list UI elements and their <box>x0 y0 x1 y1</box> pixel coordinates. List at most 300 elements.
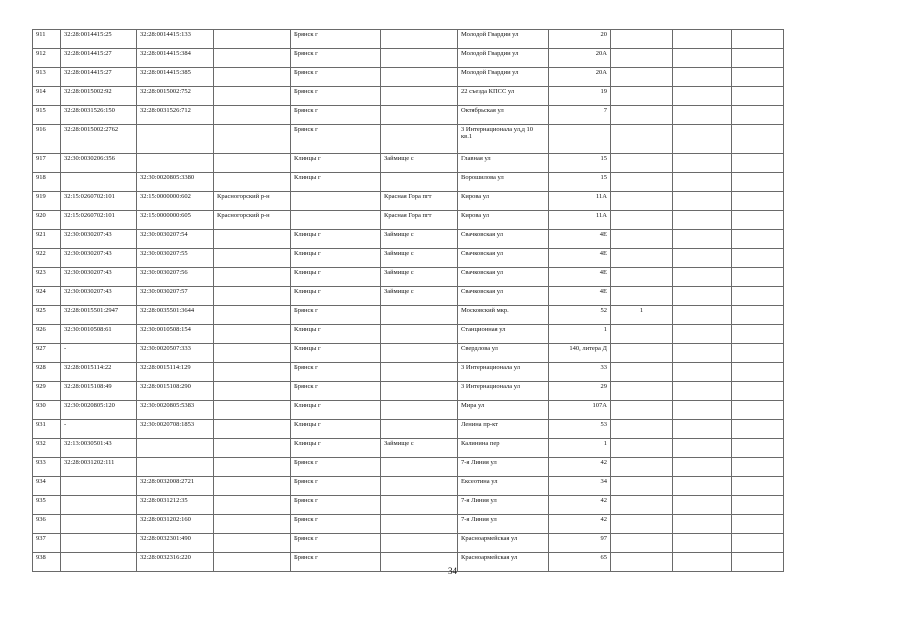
cell-extra-b <box>673 306 732 325</box>
cell-house: 4Е <box>549 287 611 306</box>
cell-cadastral-number-object: 32:30:0020708:1853 <box>137 420 214 439</box>
cell-extra-a <box>611 534 673 553</box>
cell-row-number: 917 <box>33 154 61 173</box>
cell-street: Молодой Гвардии ул <box>458 30 549 49</box>
cell-empty <box>732 401 784 420</box>
cell-house: 15 <box>549 173 611 192</box>
cell-extra-a <box>611 249 673 268</box>
cell-city: Брянск г <box>291 553 381 572</box>
cell-extra-a <box>611 325 673 344</box>
cell-empty <box>732 534 784 553</box>
cell-extra-a <box>611 458 673 477</box>
table-row <box>33 106 784 125</box>
table-row <box>33 173 784 192</box>
cell-settlement <box>381 477 458 496</box>
cell-cadastral-number-land <box>61 477 137 496</box>
table-row <box>33 439 784 458</box>
cell-extra-b <box>673 401 732 420</box>
cell-cadastral-number-land: 32:30:0030207:43 <box>61 287 137 306</box>
cell-extra-b <box>673 106 732 125</box>
cell-empty <box>732 439 784 458</box>
cell-district <box>214 420 291 439</box>
cell-city: Клинцы г <box>291 230 381 249</box>
cell-cadastral-number-object: 32:28:0014415:133 <box>137 30 214 49</box>
cell-house <box>549 125 611 154</box>
table-row <box>33 534 784 553</box>
cell-row-number: 925 <box>33 306 61 325</box>
cell-cadastral-number-land: 32:30:0010508:61 <box>61 325 137 344</box>
cell-extra-b <box>673 30 732 49</box>
cell-cadastral-number-object: 32:30:0030207:55 <box>137 249 214 268</box>
cell-city: Клинцы г <box>291 439 381 458</box>
table-row <box>33 458 784 477</box>
cell-extra-a <box>611 344 673 363</box>
cell-extra-b <box>673 125 732 154</box>
cell-row-number: 922 <box>33 249 61 268</box>
cell-extra-a <box>611 515 673 534</box>
cell-row-number: 938 <box>33 553 61 572</box>
table-row <box>33 68 784 87</box>
cell-empty <box>732 106 784 125</box>
page-number: 34 <box>448 566 457 576</box>
cell-house: 1 <box>549 439 611 458</box>
cell-extra-a <box>611 106 673 125</box>
cell-extra-a <box>611 68 673 87</box>
cell-settlement <box>381 87 458 106</box>
cell-extra-a <box>611 496 673 515</box>
cell-settlement <box>381 49 458 68</box>
cell-row-number: 923 <box>33 268 61 287</box>
cell-empty <box>732 68 784 87</box>
cell-street: Ексеотина ул <box>458 477 549 496</box>
cell-city: Брянск г <box>291 306 381 325</box>
cell-street: Московский мкр. <box>458 306 549 325</box>
cell-house: 42 <box>549 496 611 515</box>
cell-extra-b <box>673 439 732 458</box>
cell-district <box>214 68 291 87</box>
cell-cadastral-number-object <box>137 125 214 154</box>
cell-street: Свачковская ул <box>458 230 549 249</box>
cell-extra-b <box>673 230 732 249</box>
cell-row-number: 930 <box>33 401 61 420</box>
cell-extra-b <box>673 477 732 496</box>
cell-row-number: 926 <box>33 325 61 344</box>
cell-settlement <box>381 125 458 154</box>
cell-cadastral-number-land <box>61 534 137 553</box>
cell-empty <box>732 287 784 306</box>
cell-extra-a <box>611 268 673 287</box>
cell-city: Брянск г <box>291 515 381 534</box>
cell-empty <box>732 306 784 325</box>
cell-district <box>214 496 291 515</box>
cell-street: 7-я Линия ул <box>458 496 549 515</box>
table-row <box>33 477 784 496</box>
cell-extra-a <box>611 287 673 306</box>
cell-extra-b <box>673 534 732 553</box>
cell-empty <box>732 30 784 49</box>
cell-street: Красноармейская ул <box>458 553 549 572</box>
cell-extra-a <box>611 125 673 154</box>
cell-city: Брянск г <box>291 125 381 154</box>
cell-district <box>214 439 291 458</box>
cell-row-number: 937 <box>33 534 61 553</box>
cell-extra-b <box>673 211 732 230</box>
cell-cadastral-number-object: 32:28:0014415:384 <box>137 49 214 68</box>
cell-empty <box>732 420 784 439</box>
cell-empty <box>732 458 784 477</box>
cell-street: Свачковская ул <box>458 287 549 306</box>
cell-settlement <box>381 458 458 477</box>
cell-extra-a <box>611 363 673 382</box>
cell-cadastral-number-object: 32:28:0015114:129 <box>137 363 214 382</box>
cell-row-number: 932 <box>33 439 61 458</box>
cell-extra-a <box>611 420 673 439</box>
table-row <box>33 344 784 363</box>
table-row <box>33 211 784 230</box>
cell-district <box>214 382 291 401</box>
cell-house: 140, литера Д <box>549 344 611 363</box>
cell-city: Клинцы г <box>291 154 381 173</box>
cell-house: 65 <box>549 553 611 572</box>
cell-district <box>214 154 291 173</box>
cell-extra-b <box>673 515 732 534</box>
cell-district <box>214 344 291 363</box>
cell-cadastral-number-land: 32:28:0031526:150 <box>61 106 137 125</box>
cell-extra-b <box>673 287 732 306</box>
cell-city: Клинцы г <box>291 420 381 439</box>
cell-cadastral-number-land <box>61 173 137 192</box>
cell-street: 7-я Линия ул <box>458 515 549 534</box>
cell-street: Калинина пер <box>458 439 549 458</box>
cell-settlement <box>381 382 458 401</box>
cell-house: 53 <box>549 420 611 439</box>
cell-cadastral-number-object: 32:28:0031202:160 <box>137 515 214 534</box>
cell-cadastral-number-object: 32:15:0000000:605 <box>137 211 214 230</box>
cell-settlement <box>381 173 458 192</box>
cell-house: 1 <box>549 325 611 344</box>
cell-city: Клинцы г <box>291 268 381 287</box>
cell-extra-b <box>673 249 732 268</box>
cell-cadastral-number-land: 32:15:0260702:101 <box>61 211 137 230</box>
table-row <box>33 382 784 401</box>
cell-city: Брянск г <box>291 49 381 68</box>
cell-extra-a <box>611 30 673 49</box>
cell-extra-a <box>611 87 673 106</box>
cell-row-number: 924 <box>33 287 61 306</box>
cell-cadastral-number-object: 32:28:0015108:290 <box>137 382 214 401</box>
cell-cadastral-number-object: 32:30:0030207:54 <box>137 230 214 249</box>
cell-extra-b <box>673 268 732 287</box>
cell-street: 22 съезда КПСС ул <box>458 87 549 106</box>
cell-extra-b <box>673 458 732 477</box>
cell-row-number: 934 <box>33 477 61 496</box>
table-row <box>33 249 784 268</box>
cell-row-number: 927 <box>33 344 61 363</box>
cell-district <box>214 249 291 268</box>
cell-street: Кирова ул <box>458 211 549 230</box>
cell-settlement: Красная Гора пгт <box>381 211 458 230</box>
cell-cadastral-number-object: 32:30:0020805:3380 <box>137 173 214 192</box>
cell-empty <box>732 496 784 515</box>
cell-settlement: Займище с <box>381 439 458 458</box>
cell-extra-a <box>611 211 673 230</box>
cell-extra-a <box>611 192 673 211</box>
cell-settlement <box>381 420 458 439</box>
cell-empty <box>732 125 784 154</box>
table-row <box>33 125 784 154</box>
cell-extra-a <box>611 382 673 401</box>
cell-cadastral-number-object <box>137 154 214 173</box>
cell-street: Главная ул <box>458 154 549 173</box>
cell-district <box>214 87 291 106</box>
cell-empty <box>732 192 784 211</box>
cell-empty <box>732 325 784 344</box>
cell-district <box>214 325 291 344</box>
registry-table-body <box>33 30 784 572</box>
cell-district <box>214 173 291 192</box>
cell-cadastral-number-object: 32:28:0014415:385 <box>137 68 214 87</box>
cell-settlement <box>381 30 458 49</box>
cell-street: 3 Интернационала ул <box>458 363 549 382</box>
cell-extra-a <box>611 439 673 458</box>
cell-row-number: 921 <box>33 230 61 249</box>
cell-street: Ворошилова ул <box>458 173 549 192</box>
table-row <box>33 420 784 439</box>
table-row <box>33 230 784 249</box>
cell-district: Красногорский р-н <box>214 211 291 230</box>
cell-city: Брянск г <box>291 458 381 477</box>
cell-district <box>214 458 291 477</box>
cell-district <box>214 30 291 49</box>
cell-row-number: 913 <box>33 68 61 87</box>
cell-settlement <box>381 363 458 382</box>
cell-house: 42 <box>549 515 611 534</box>
cell-cadastral-number-land: 32:28:0015002:92 <box>61 87 137 106</box>
cell-settlement: Займище с <box>381 287 458 306</box>
cell-extra-b <box>673 496 732 515</box>
cell-house: 19 <box>549 87 611 106</box>
cell-district <box>214 534 291 553</box>
cell-street: Свачковская ул <box>458 268 549 287</box>
cell-district <box>214 306 291 325</box>
cell-extra-b <box>673 87 732 106</box>
table-row <box>33 287 784 306</box>
cell-extra-b <box>673 192 732 211</box>
cell-cadastral-number-object: 32:30:0020507:333 <box>137 344 214 363</box>
cell-settlement <box>381 515 458 534</box>
cell-extra-a <box>611 49 673 68</box>
cell-cadastral-number-object <box>137 439 214 458</box>
cell-cadastral-number-object: 32:28:0032008:2721 <box>137 477 214 496</box>
cell-empty <box>732 382 784 401</box>
cell-district <box>214 268 291 287</box>
cell-empty <box>732 49 784 68</box>
cell-house: 29 <box>549 382 611 401</box>
cell-settlement <box>381 106 458 125</box>
cell-extra-b <box>673 49 732 68</box>
cell-extra-b <box>673 382 732 401</box>
cell-extra-b <box>673 68 732 87</box>
cell-cadastral-number-object: 32:28:0031212:35 <box>137 496 214 515</box>
table-row <box>33 87 784 106</box>
cell-cadastral-number-land: 32:30:0030207:43 <box>61 249 137 268</box>
table-row <box>33 363 784 382</box>
cell-city: Клинцы г <box>291 344 381 363</box>
cell-city: Клинцы г <box>291 173 381 192</box>
cell-house: 20А <box>549 68 611 87</box>
cell-empty <box>732 173 784 192</box>
cell-extra-b <box>673 154 732 173</box>
cell-district <box>214 106 291 125</box>
cell-city: Брянск г <box>291 496 381 515</box>
cell-row-number: 929 <box>33 382 61 401</box>
cell-row-number: 918 <box>33 173 61 192</box>
cell-house: 7 <box>549 106 611 125</box>
cell-district <box>214 125 291 154</box>
cell-house: 15 <box>549 154 611 173</box>
table-row <box>33 496 784 515</box>
cell-row-number: 919 <box>33 192 61 211</box>
table-row <box>33 30 784 49</box>
cell-city <box>291 192 381 211</box>
cell-settlement: Займище с <box>381 230 458 249</box>
cell-house: 4Е <box>549 249 611 268</box>
cell-cadastral-number-land: 32:15:0260702:101 <box>61 192 137 211</box>
cell-city: Клинцы г <box>291 249 381 268</box>
cell-cadastral-number-object: 32:28:0032316:220 <box>137 553 214 572</box>
table-row <box>33 268 784 287</box>
cell-street: Красноармейская ул <box>458 534 549 553</box>
cell-district <box>214 49 291 68</box>
cell-row-number: 928 <box>33 363 61 382</box>
cell-row-number: 933 <box>33 458 61 477</box>
cell-district <box>214 363 291 382</box>
cell-cadastral-number-object: 32:28:0032301:490 <box>137 534 214 553</box>
cell-street: Молодой Гвардии ул <box>458 49 549 68</box>
cell-street: Октябрьская ул <box>458 106 549 125</box>
cell-city: Клинцы г <box>291 325 381 344</box>
cell-empty <box>732 344 784 363</box>
cell-cadastral-number-land: 32:28:0014415:27 <box>61 68 137 87</box>
cell-cadastral-number-land <box>61 515 137 534</box>
cell-cadastral-number-land: 32:28:0015108:49 <box>61 382 137 401</box>
cell-house: 52 <box>549 306 611 325</box>
cell-city: Клинцы г <box>291 287 381 306</box>
cell-city: Брянск г <box>291 30 381 49</box>
cell-city <box>291 211 381 230</box>
cell-settlement <box>381 496 458 515</box>
cell-extra-b <box>673 325 732 344</box>
cell-cadastral-number-land: 32:30:0030207:43 <box>61 230 137 249</box>
cell-empty <box>732 363 784 382</box>
table-row <box>33 325 784 344</box>
table-row <box>33 154 784 173</box>
cell-street: Молодой Гвардии ул <box>458 68 549 87</box>
cell-row-number: 912 <box>33 49 61 68</box>
cell-row-number: 916 <box>33 125 61 154</box>
cell-street: 7-я Линия ул <box>458 458 549 477</box>
cell-cadastral-number-object: 32:28:0031526:712 <box>137 106 214 125</box>
cell-city: Брянск г <box>291 534 381 553</box>
cell-extra-a <box>611 230 673 249</box>
cell-row-number: 920 <box>33 211 61 230</box>
cell-empty <box>732 477 784 496</box>
cell-cadastral-number-land: 32:30:0030207:43 <box>61 268 137 287</box>
cell-extra-a <box>611 401 673 420</box>
cell-cadastral-number-land <box>61 496 137 515</box>
cell-cadastral-number-land: 32:30:0020805:120 <box>61 401 137 420</box>
cell-cadastral-number-object <box>137 458 214 477</box>
cell-row-number: 935 <box>33 496 61 515</box>
table-row <box>33 49 784 68</box>
cell-empty <box>732 249 784 268</box>
cell-settlement: Займище с <box>381 249 458 268</box>
cell-street: Свачковская ул <box>458 249 549 268</box>
cell-cadastral-number-land: 32:30:0030206:356 <box>61 154 137 173</box>
cell-cadastral-number-land: 32:28:0015114:22 <box>61 363 137 382</box>
cell-cadastral-number-land: 32:13:0030501:43 <box>61 439 137 458</box>
cell-extra-a <box>611 173 673 192</box>
cell-row-number: 936 <box>33 515 61 534</box>
cell-house: 33 <box>549 363 611 382</box>
cell-street: Мира ул <box>458 401 549 420</box>
cell-settlement <box>381 325 458 344</box>
cell-extra-b <box>673 344 732 363</box>
cell-city: Брянск г <box>291 382 381 401</box>
cell-empty <box>732 211 784 230</box>
table-row <box>33 306 784 325</box>
cell-settlement: Займище с <box>381 268 458 287</box>
cell-extra-b <box>673 363 732 382</box>
cell-cadastral-number-land: 32:28:0014415:25 <box>61 30 137 49</box>
cell-house: 4Е <box>549 230 611 249</box>
cell-cadastral-number-object: 32:30:0020805:5383 <box>137 401 214 420</box>
cell-house: 11А <box>549 211 611 230</box>
cell-street: 3 Интернационала ул,д 10 кв.1 <box>458 125 549 154</box>
cell-extra-b <box>673 173 732 192</box>
cell-house: 20 <box>549 30 611 49</box>
cell-city: Брянск г <box>291 106 381 125</box>
table-row <box>33 515 784 534</box>
cell-settlement <box>381 306 458 325</box>
cell-district <box>214 401 291 420</box>
cell-house: 42 <box>549 458 611 477</box>
cell-street: Кирова ул <box>458 192 549 211</box>
cell-cadastral-number-object: 32:28:0015002:752 <box>137 87 214 106</box>
cell-cadastral-number-object: 32:30:0010508:154 <box>137 325 214 344</box>
cell-city: Брянск г <box>291 477 381 496</box>
table-row <box>33 401 784 420</box>
registry-table <box>32 29 784 572</box>
cell-extra-a: 1 <box>611 306 673 325</box>
cell-empty <box>732 515 784 534</box>
cell-cadastral-number-land: - <box>61 420 137 439</box>
cell-empty <box>732 268 784 287</box>
cell-city: Клинцы г <box>291 401 381 420</box>
cell-house: 34 <box>549 477 611 496</box>
cell-row-number: 915 <box>33 106 61 125</box>
cell-settlement <box>381 68 458 87</box>
cell-street: 3 Интернационала ул <box>458 382 549 401</box>
cell-settlement <box>381 534 458 553</box>
cell-cadastral-number-land: 32:28:0015501:2947 <box>61 306 137 325</box>
cell-settlement: Займище с <box>381 154 458 173</box>
cell-extra-a <box>611 154 673 173</box>
cell-settlement: Красная Гора пгт <box>381 192 458 211</box>
cell-house: 11А <box>549 192 611 211</box>
cell-city: Брянск г <box>291 87 381 106</box>
cell-row-number: 931 <box>33 420 61 439</box>
